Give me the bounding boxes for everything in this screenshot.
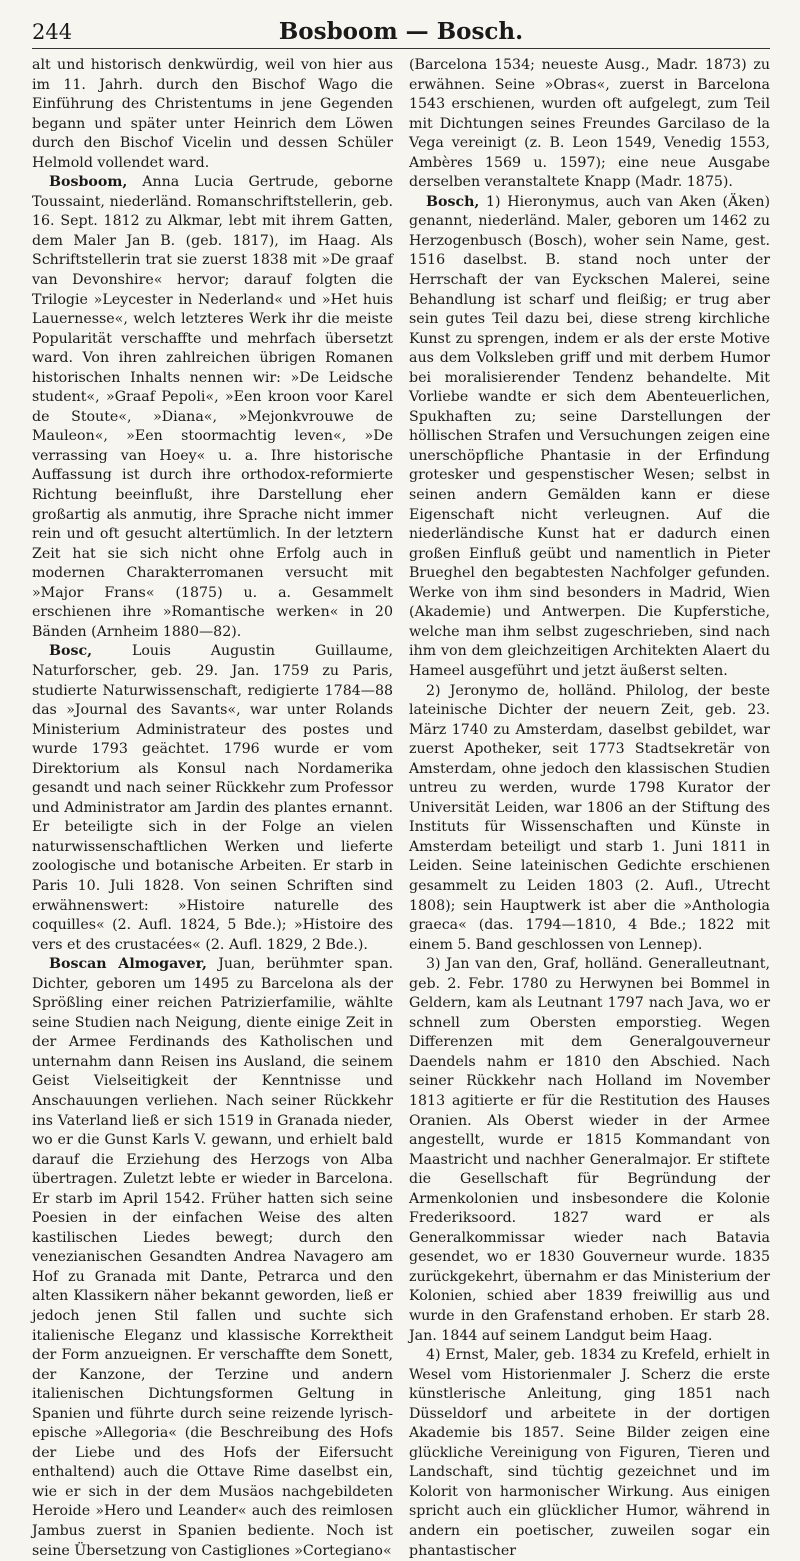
entry-headword: Boscan Almogaver,	[49, 956, 207, 973]
entry-headword: Bosboom,	[49, 174, 128, 191]
entry-paragraph	[409, 1346, 770, 1561]
entry-paragraph	[32, 56, 393, 173]
text-columns	[32, 56, 770, 1559]
entry-text: 4) Ernst, Maler, geb. 1834 zu Krefeld, erhielt in Wesel vom Historienmaler J. Scherz die erste künstlerische Anleitung, ging 1851 nach Düsseldorf und arbeitete in der dortigen Akademie bis 1857. Seine Bilder zeigen eine glückliche Vereinigung von Figuren, Tieren und Landschaft, sind tüchtig gezeichnet und im Kolorit von harmonischer Wirkung. Aus einigen spricht auch ein glücklicher Humor, während in andern ein poetischer, zuweilen sogar ein phantastischer	[409, 1347, 770, 1559]
running-title: Bosboom — Bosch.	[278, 18, 524, 45]
entry-text: Juan, berühmter span. Dichter, geboren um 1495 zu Barcelona als der Sprößling einer reichen Patrizierfamilie, wählte seine Studien nach Neigung, diente einige Zeit in der Armee Ferdinands des Katholischen und unternahm dann Reisen ins Ausland, die seinem Geist Vielseitigkeit der Kenntnisse und Anschauungen verliehen. Nach seiner Rückkehr ins Vaterland ließ er sich 1519 in Granada nieder, wo er die Gunst Karls V. gewann, und erhielt bald darauf die Erziehung des Herzogs von Alba übertragen. Zuletzt lebte er wieder in Barcelona. Er starb im April 1542. Früher hatten sich seine Poesien in der einfachen Weise des alten kastilischen Liedes bewegt; durch den venezianischen Gesandten Andrea Navagero am Hof zu Granada mit Dante, Petrarca und den alten Klassikern näher bekannt geworden, ließ er jedoch jenen Stil fallen und suchte sich italienische Eleganz und klassische Korrektheit der Form anzueignen. Er verschaffte dem Sonett, der Kanzone, der Terzine und andern italienischen Dichtungsformen Geltung in Spanien und führte durch seine reizende lyrisch-epische »Allegoria« (die Beschreibung des Hofs der Liebe und des Hofs der Eifersucht enthaltend) auch die Ottave Rime daselbst ein, wie er sich in der dem Musäos nachgebildeten Heroide »Hero und Leander« auch des reimlosen Jambus zuerst in Spanien bediente. Noch ist seine Übersetzung von Castigliones »Cortegiano«	[32, 956, 393, 1559]
entry-paragraph	[409, 56, 770, 193]
entry-paragraph	[409, 955, 770, 1346]
entry-text: Anna Lucia Gertrude, geborne Toussaint, niederländ. Romanschriftstellerin, geb. 16. Sept. 1812 zu Alkmar, lebt mit ihrem Gatten, dem Maler Jan B. (geb. 1817), im Haag. Als Schriftstellerin trat sie zuerst 1838 mit »De graaf van Devonshire« hervor; darauf folgten die Trilogie »Leycester in Nederland« und »Het huis Lauernesse«, welch letzteres Werk ihr die meiste Popularität verschaffte und mehrfach übersetzt ward. Von ihren zahlreichen übrigen Romanen historischen Inhalts nennen wir: »De Leidsche student«, »Graaf Pepoli«, »Een kroon voor Karel de Stoute«, »Diana«, »Mejonkvrouwe de Mauleon«, »Een stoormachtig leven«, »De verrassing van Hoey« u. a. Ihre historische Auffassung ist durch ihre orthodox-reformierte Richtung beeinflußt, ihre Darstellung eher großartig als anmutig, ihre Sprache nicht immer rein und oft gesucht altertümlich. In der letztern Zeit hat sie sich nicht ohne Erfolg auch in modernen Charakterromanen versucht mit »Major Frans« (1875) u. a. Gesammelt erschienen ihre »Romantische werken« in 20 Bänden (Arnheim 1880—82).	[32, 174, 393, 640]
entry-text: 1) Hieronymus, auch van Aken (Äken) genannt, niederländ. Maler, geboren um 1462 zu Herzogenbusch (Bosch), woher sein Name, gest. 1516 daselbst. B. stand noch unter der Herrschaft der van Eyckschen Malerei, seine Behandlung ist scharf und fleißig; er trug aber sein gutes Teil dazu bei, diese streng kirchliche Kunst zu sprengen, indem er als der erste Motive aus dem Volksleben griff und mit derbem Humor bei moralisierender Tendenz behandelte. Mit Vorliebe wandte er sich dem Abenteuerlichen, Spukhaften zu; seine Darstellungen der höllischen Strafen und Versuchungen zeigen eine unerschöpfliche Phantasie in der Erfindung grotesker und gespenstischer Wesen; selbst in seinen andern Gemälden kann er diese Eigenschaft nicht verleugnen. Auf die niederländische Kunst hat er dadurch einen großen Einfluß geübt und namentlich in Pieter Brueghel den begabtesten Nachfolger gefunden. Werke von ihm sind besonders in Madrid, Wien (Akademie) und Antwerpen. Die Kupferstiche, welche man ihm selbst zugeschrieben, sind nach ihm von dem gleichzeitigen Architekten Alaert du Hameel ausgeführt und jetzt äußerst selten.	[409, 193, 770, 679]
entry-paragraph	[32, 642, 393, 955]
right-column	[409, 56, 770, 1559]
entry-text: alt und historisch denkwürdig, weil von hier aus im 11. Jahrh. durch den Bischof Wago die Einführung des Christentums in jene Gegenden begann und später unter Heinrich dem Löwen durch den Bischof Vicelin und dessen Schüler Helmold vollendet ward.	[32, 57, 393, 171]
entry-text: (Barcelona 1534; neueste Ausg., Madr. 1873) zu erwähnen. Seine »Obras«, zuerst in Barcelona 1543 erschienen, wurden oft aufgelegt, zum Teil mit Dichtungen seines Freundes Garcilaso de la Vega vereinigt (z. B. Leon 1549, Venedig 1553, Ambères 1569 u. 1597); eine neue Ausgabe derselben veranstaltete Knapp (Madr. 1875).	[409, 57, 770, 191]
entry-paragraph	[32, 955, 393, 1561]
left-column	[32, 56, 393, 1559]
entry-text: 2) Jeronymo de, holländ. Philolog, der beste lateinische Dichter der neuern Zeit, geb. 23. März 1740 zu Amsterdam, daselbst gebildet, war zuerst Apotheker, seit 1773 Stadtsekretär von Amsterdam, ohne jedoch den klassischen Studien untreu zu werden, wurde 1798 Kurator der Universität Leiden, war 1806 an der Stiftung des Instituts für Wissenschaften und Künste in Amsterdam beteiligt und starb 1. Juni 1811 in Leiden. Seine lateinischen Gedichte erschienen gesammelt zu Leiden 1803 (2. Aufl., Utrecht 1808); sein Hauptwerk ist aber die »Anthologia graeca« (das. 1794—1810, 4 Bde.; 1822 mit einem 5. Band geschlossen von Lennep).	[409, 682, 770, 953]
entry-text: 3) Jan van den, Graf, holländ. Generalleutnant, geb. 2. Febr. 1780 zu Herwynen bei Bommel in Geldern, kam als Leutnant 1797 nach Java, wo er schnell zum Obersten emporstieg. Wegen Differenzen mit dem Generalgouverneur Daendels nahm er 1810 den Abschied. Nach seiner Rückkehr nach Holland im November 1813 agitierte er für die Restitution des Hauses Oranien. Als Oberst wieder in der Armee angestellt, wurde er 1815 Kommandant von Maastricht und nachher Generalmajor. Er stiftete die Gesellschaft für Begründung der Armenkolonien und insbesondere die Kolonie Frederiksoord. 1827 ward er als Generalkommissar wieder nach Batavia gesendet, wo er 1830 Gouverneur wurde. 1835 zurückgekehrt, übernahm er das Ministerium der Kolonien, schied aber 1839 freiwillig aus und wurde in den Grafenstand erhoben. Er starb 28. Jan. 1844 auf seinem Landgut beim Haag.	[409, 956, 770, 1344]
page-header	[32, 14, 770, 49]
page-number: 244	[32, 20, 73, 44]
entry-paragraph	[409, 193, 770, 682]
entry-paragraph	[32, 173, 393, 642]
entry-paragraph	[409, 682, 770, 956]
entry-headword: Bosch,	[426, 193, 480, 210]
entry-text: Louis Augustin Guillaume, Naturforscher, geb. 29. Jan. 1759 zu Paris, studierte Naturwissenschaft, redigierte 1784—88 das »Journal des Savants«, war unter Rolands Ministerium Administrateur des postes und wurde 1793 geächtet. 1796 wurde er vom Direktorium als Konsul nach Nordamerika gesandt und nach seiner Rückkehr zum Professor und Administrator am Jardin des plantes ernannt. Er beteiligte sich in der Folge an vielen naturwissenschaftlichen Werken und lieferte zoologische und botanische Arbeiten. Er starb in Paris 10. Juli 1828. Von seinen Schriften sind erwähnenswert: »Histoire naturelle des coquilles« (2. Aufl. 1824, 5 Bde.); »Histoire des vers et des crustacées« (2. Aufl. 1829, 2 Bde.).	[32, 643, 393, 953]
entry-headword: Bosc,	[49, 643, 93, 660]
